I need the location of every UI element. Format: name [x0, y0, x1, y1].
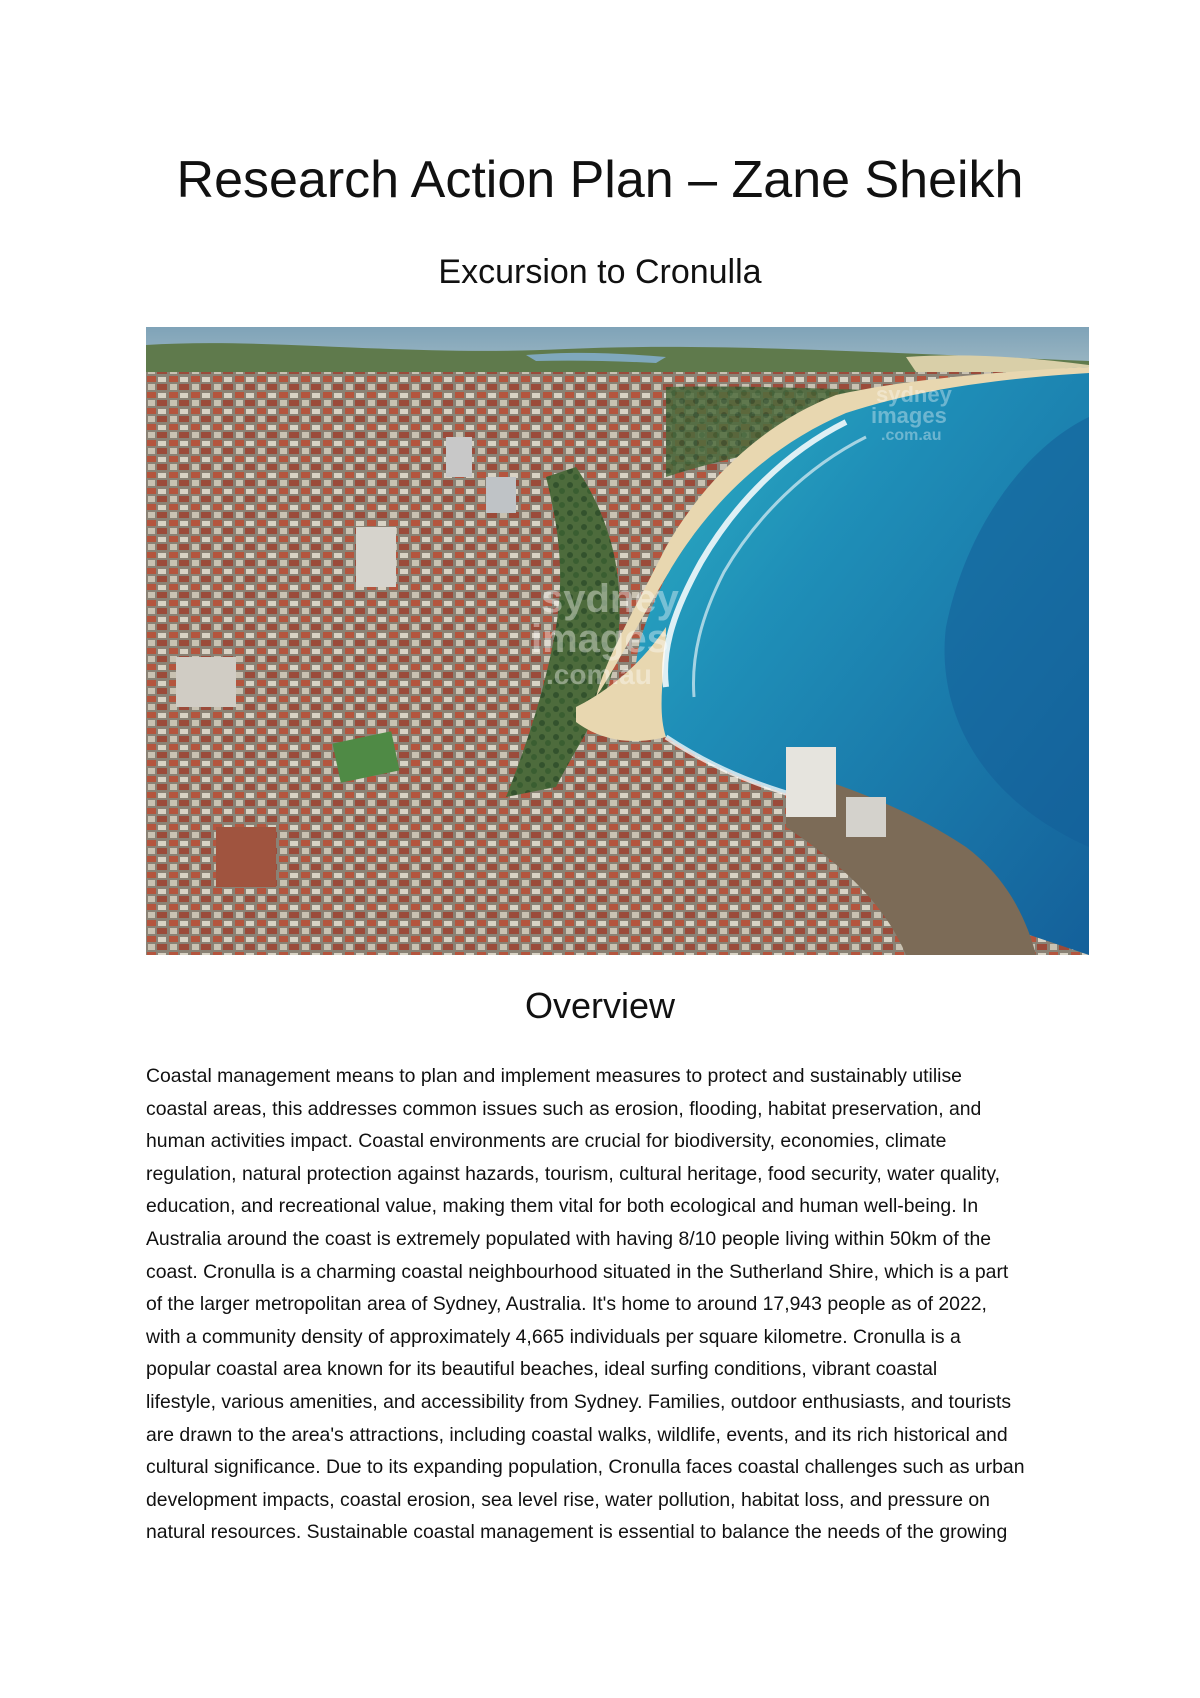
- document-title: Research Action Plan – Zane Sheikh: [176, 151, 1024, 209]
- watermark-text-2: images: [531, 617, 669, 661]
- overview-heading: Overview: [524, 985, 676, 1026]
- paragraph-line: cultural significance. Due to its expanding population, Cronulla faces coastal challenges such as urban: [146, 1456, 1025, 1479]
- paragraph-line: lifestyle, various amenities, and accessibility from Sydney. Families, outdoor enthusiasts, and tourists: [146, 1390, 1012, 1413]
- watermark-small-1: sydney: [876, 382, 952, 407]
- paragraph-line: human activities impact. Coastal environments are crucial for biodiversity, economies, climate: [146, 1130, 947, 1153]
- paragraph-line: natural resources. Sustainable coastal management is essential to balance the needs of the growing: [146, 1521, 1008, 1544]
- paragraph-line: regulation, natural protection against hazards, tourism, cultural heritage, food security, water quality,: [146, 1162, 1000, 1185]
- watermark-text-3: .com.au: [546, 659, 652, 690]
- paragraph-line: with a community density of approximately 4,665 individuals per square kilometre. Cronulla is a: [146, 1325, 961, 1348]
- paragraph-line: Coastal management means to plan and implement measures to protect and sustainably utilise: [146, 1065, 962, 1087]
- paragraph-line: coastal areas, this addresses common issues such as erosion, flooding, habitat preservation, and: [146, 1097, 982, 1120]
- overview-paragraph: [146, 1060, 1089, 1549]
- watermark-small-2: images: [871, 403, 947, 428]
- watermark-text-1: sydney: [541, 577, 679, 621]
- paragraph-line: popular coastal area known for its beautiful beaches, ideal surfing conditions, vibrant coastal: [146, 1358, 938, 1381]
- paragraph-line: Australia around the coast is extremely populated with having 8/10 people living within 50km of the: [146, 1227, 992, 1250]
- cronulla-aerial-photo: [146, 327, 1089, 955]
- paragraph-line: coast. Cronulla is a charming coastal neighbourhood situated in the Sutherland Shire, which is a part: [146, 1260, 1009, 1283]
- paragraph-line: are drawn to the area's attractions, including coastal walks, wildlife, events, and its rich historical and: [146, 1423, 1008, 1446]
- paragraph-line: of the larger metropolitan area of Sydney, Australia. It's home to around 17,943 people as of 2022,: [146, 1293, 987, 1316]
- paragraph-line: development impacts, coastal erosion, sea level rise, water pollution, habitat loss, and pressure on: [146, 1488, 990, 1511]
- paragraph-line: education, and recreational value, making them vital for both ecological and human well-being. In: [146, 1195, 979, 1218]
- watermark-small-3: .com.au: [881, 427, 942, 444]
- document-subtitle: Excursion to Cronulla: [438, 253, 762, 291]
